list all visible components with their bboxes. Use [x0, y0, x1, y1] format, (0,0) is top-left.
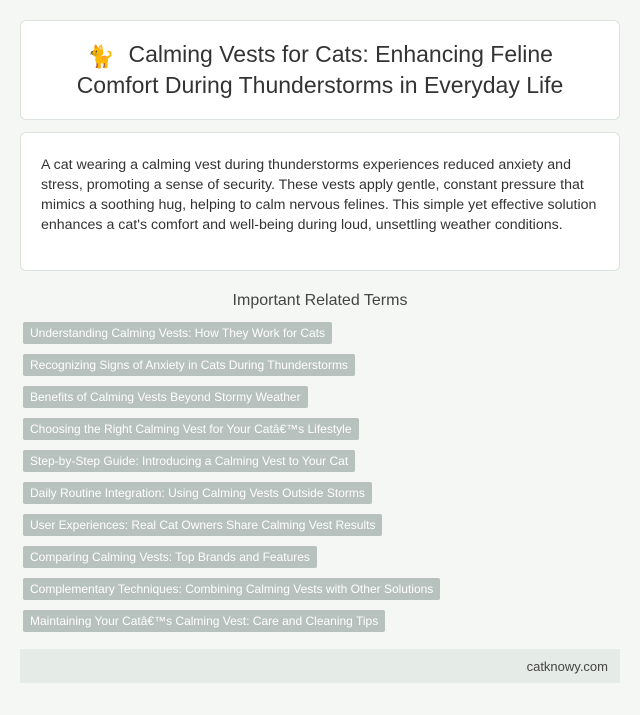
- footer-site-link[interactable]: catknowy.com: [526, 658, 608, 674]
- related-term-0[interactable]: Understanding Calming Vests: How They Work for Cats: [23, 322, 332, 344]
- description-text: A cat wearing a calming vest during thunderstorms experiences reduced anxiety and stress, promoting a sense of security. These vests apply gentle, constant pressure that mimics a soothing hug, helping to calm nervous felines. This simple yet effective solution enhances a cat's comfort and well-being during loud, unsettling weather conditions.: [41, 157, 597, 233]
- related-term-5[interactable]: Daily Routine Integration: Using Calming Vests Outside Storms: [23, 482, 372, 504]
- page: [20, 0, 620, 683]
- description-card: [20, 132, 620, 271]
- related-terms-list: [20, 322, 620, 632]
- related-term-6[interactable]: User Experiences: Real Cat Owners Share Calming Vest Results: [23, 514, 382, 536]
- related-term-3[interactable]: Choosing the Right Calming Vest for Your Catâ€™s Lifestyle: [23, 418, 359, 440]
- page-title: [45, 40, 595, 100]
- related-term-9[interactable]: Maintaining Your Catâ€™s Calming Vest: Care and Cleaning Tips: [23, 610, 385, 632]
- cat-icon: 🐈: [87, 44, 115, 69]
- related-term-2[interactable]: Benefits of Calming Vests Beyond Stormy Weather: [23, 386, 308, 408]
- related-term-7[interactable]: Comparing Calming Vests: Top Brands and Features: [23, 546, 317, 568]
- footer: [20, 649, 620, 683]
- title-card: [20, 20, 620, 120]
- related-terms-heading: Important Related Terms: [232, 292, 408, 309]
- related-term-8[interactable]: Complementary Techniques: Combining Calming Vests with Other Solutions: [23, 578, 440, 600]
- related-term-1[interactable]: Recognizing Signs of Anxiety in Cats During Thunderstorms: [23, 354, 355, 376]
- related-term-4[interactable]: Step-by-Step Guide: Introducing a Calming Vest to Your Cat: [23, 450, 355, 472]
- page-title-text: Calming Vests for Cats: Enhancing Feline Comfort During Thunderstorms in Everyday Life: [76, 41, 564, 98]
